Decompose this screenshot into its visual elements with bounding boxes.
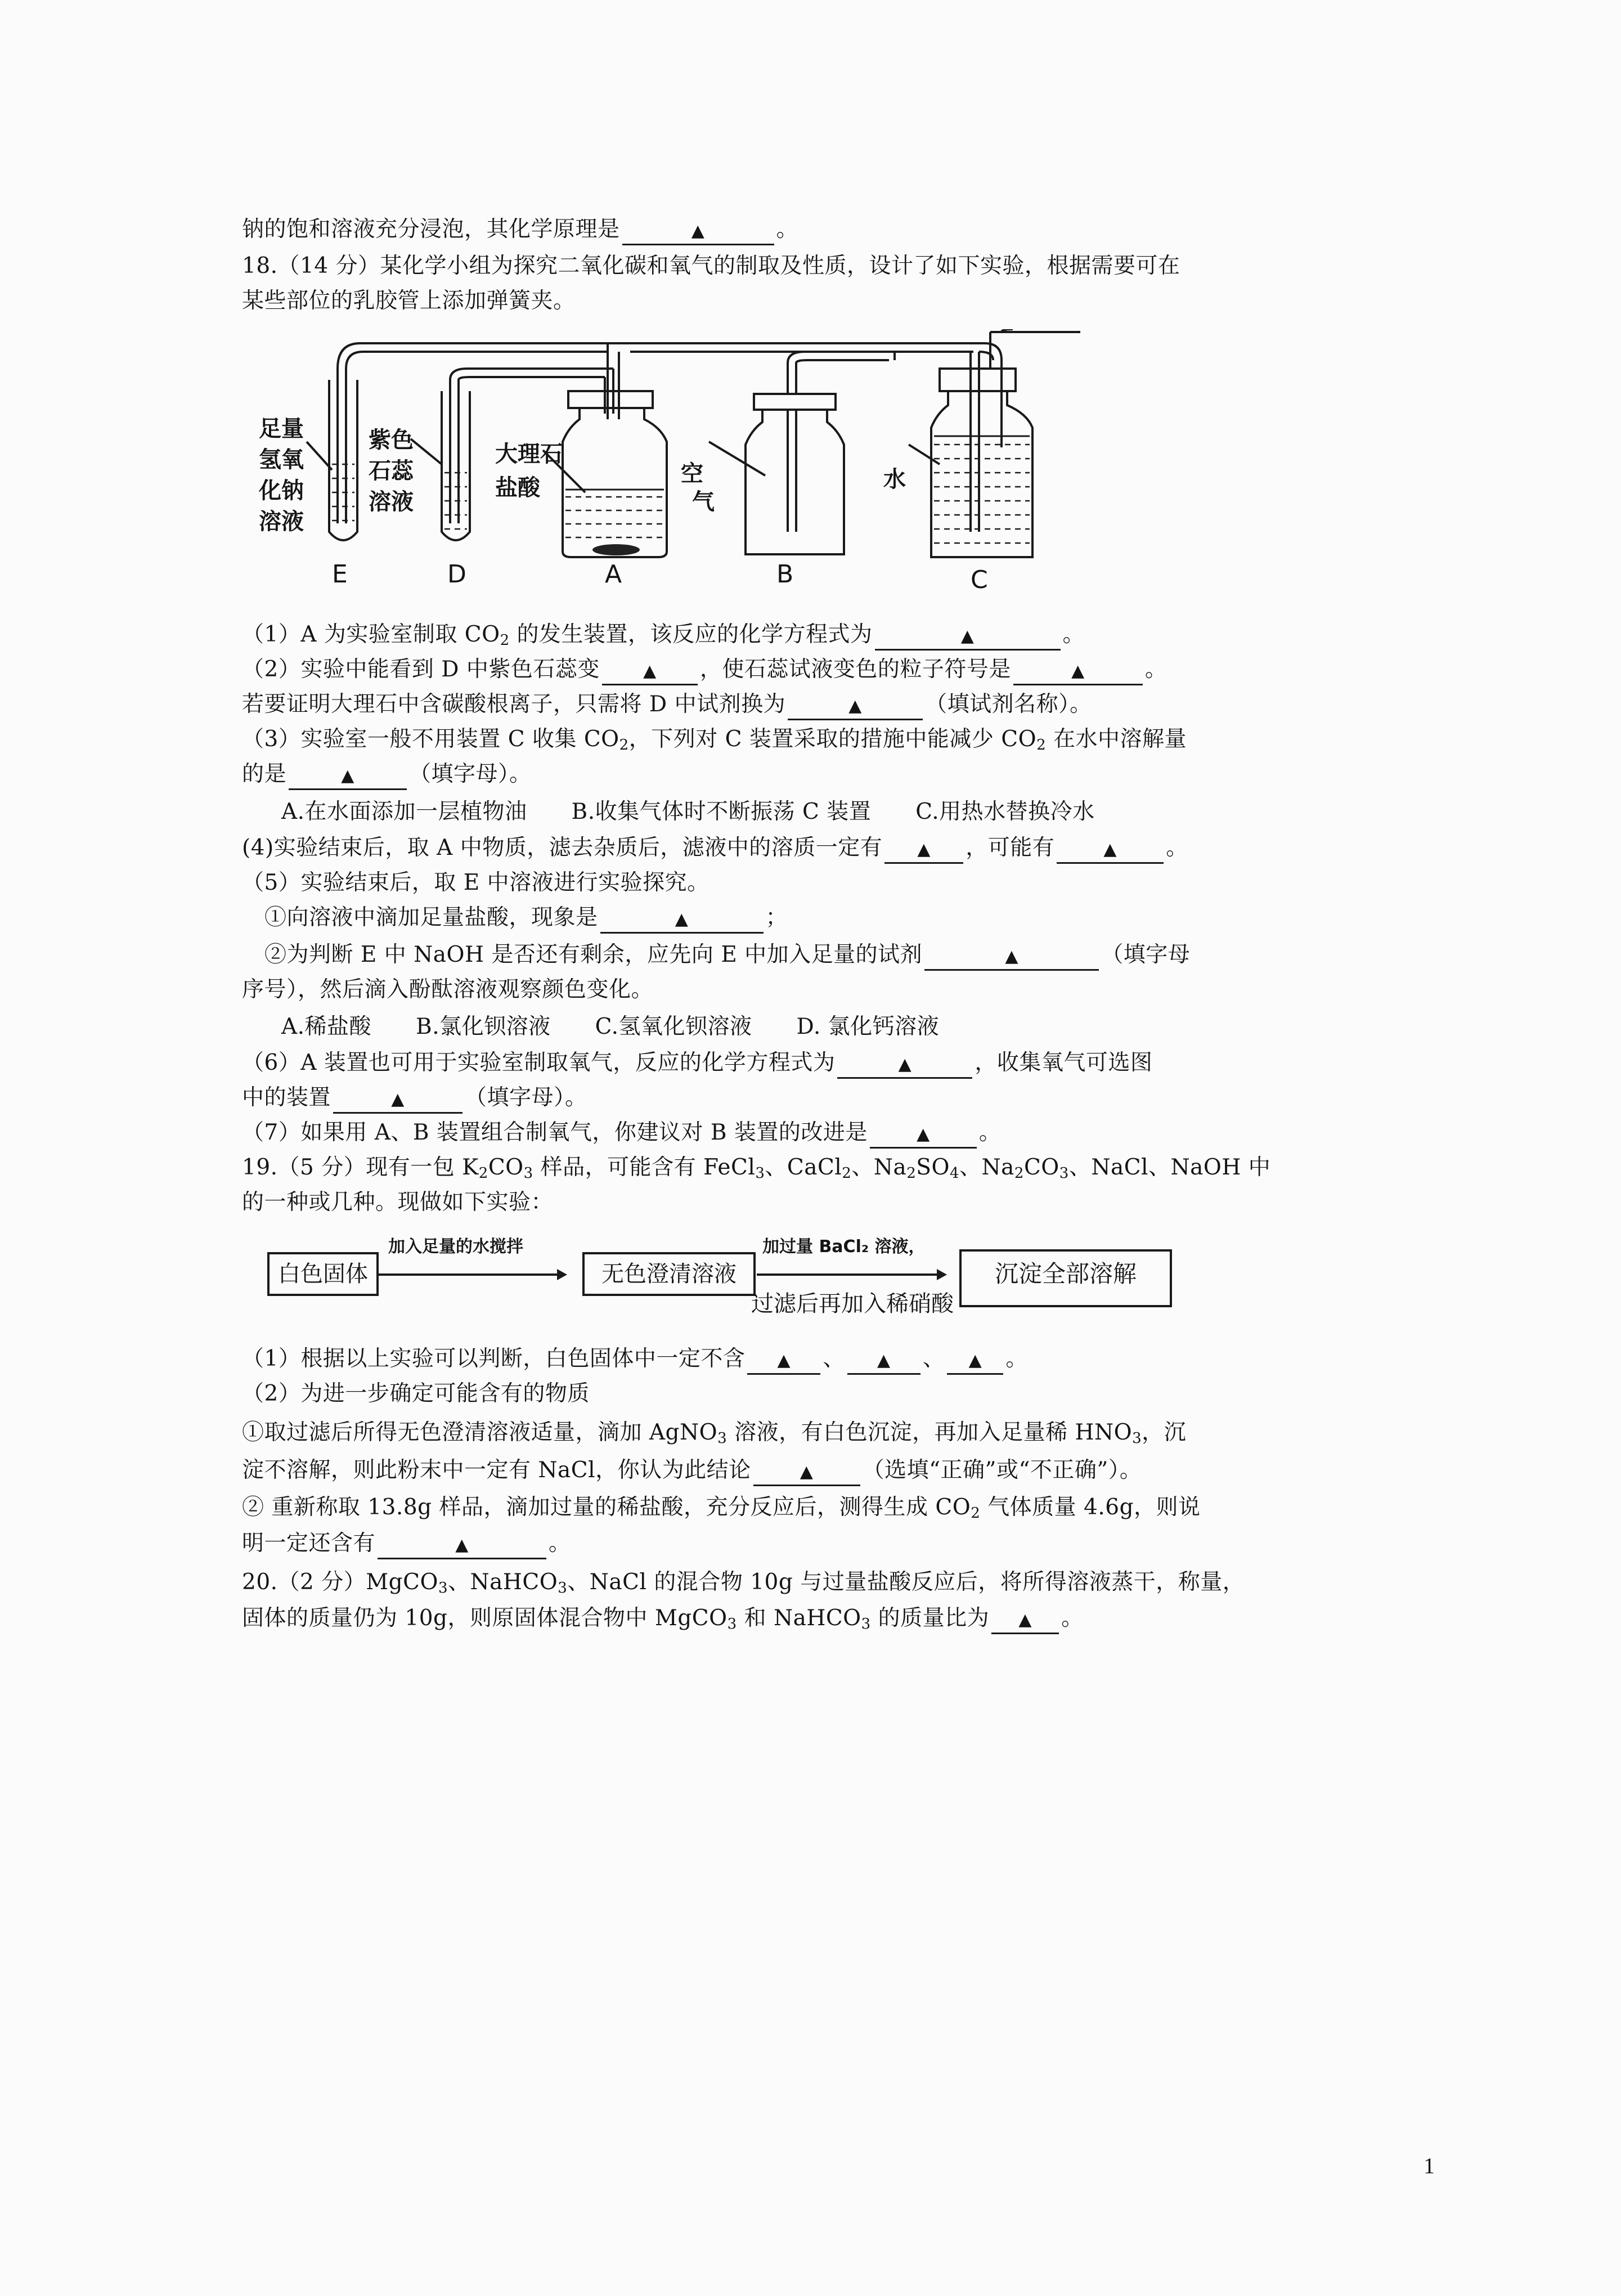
answer-blank[interactable]: [847, 1347, 920, 1375]
letter-B: B: [776, 560, 794, 589]
bottle-B: [746, 410, 844, 554]
bottle-A: [563, 408, 667, 557]
text: ② 重新称取 13.8g 样品，滴加过量的稀盐酸，充分反应后，测得生成 CO: [242, 1495, 971, 1520]
text: 沉淀全部溶解: [994, 1260, 1137, 1288]
text: 白色固体: [278, 1261, 368, 1287]
subscript: 3: [558, 1580, 568, 1597]
answer-blank[interactable]: [947, 1347, 1003, 1375]
triangle-mark: ▲: [1018, 1610, 1032, 1630]
label-B-1: 空: [681, 461, 703, 487]
text: 溶液，有白色沉淀，再加入足量稀 HNO: [727, 1420, 1133, 1445]
text: 18.（14 分）某化学小组为探究二氧化碳和氧气的制取及性质，设计了如下实验，根据需要可在: [242, 253, 1180, 279]
text-line: [242, 1345, 1243, 1375]
text: （1）A 为实验室制取 CO: [242, 622, 500, 647]
subscript: 2: [842, 1165, 852, 1182]
text: ，可能有: [966, 835, 1055, 860]
text-line: [242, 1049, 1243, 1079]
text: 。: [1166, 835, 1188, 860]
label-D-1: 紫色: [369, 427, 414, 453]
text-line: [264, 941, 1266, 971]
text: （选填“正确”或“不正确”）。: [862, 1458, 1142, 1483]
text: ，收集氧气可选图: [975, 1050, 1153, 1075]
flow-label-2-top: [762, 1232, 925, 1257]
text-line: [242, 287, 1243, 315]
text: 。: [549, 1531, 571, 1556]
subscript: 2: [1036, 737, 1047, 754]
text: 在水中溶解量: [1046, 727, 1187, 752]
question-20-title: [242, 1568, 1243, 1597]
text: 若要证明大理石中含碳酸根离子，只需将 D 中试剂换为: [242, 692, 786, 717]
triangle-mark: ▲: [960, 626, 975, 646]
text: （2）实验中能看到 D 中紫色石蕊变: [242, 657, 600, 682]
triangle-mark: ▲: [917, 1124, 930, 1144]
text-line: [242, 725, 1243, 754]
triangle-mark: ▲: [1071, 661, 1085, 681]
label-E-3: 化钠: [259, 478, 304, 504]
letter-C: C: [971, 566, 988, 594]
text: 。: [776, 217, 799, 242]
subscript: 3: [1132, 1430, 1142, 1447]
text-line: [242, 869, 1243, 897]
text: 、: [823, 1346, 845, 1371]
triangle-mark: ▲: [691, 221, 705, 241]
text-line: [242, 1084, 1243, 1114]
text: ，下列对 C 装置采取的措施中能减少 CO: [628, 727, 1037, 752]
options-line: [281, 798, 1283, 826]
text: A.在水面添加一层植物油 B.收集气体时不断振荡 C 装置 C.用热水替换冷水: [281, 799, 1095, 824]
text: CO: [1023, 1155, 1059, 1180]
subscript: 3: [438, 1580, 448, 1597]
arrow-2: [757, 1266, 948, 1283]
text-line: [242, 1189, 1243, 1217]
text: 中的装置: [242, 1085, 331, 1110]
text: 。: [1062, 622, 1085, 647]
text-line: [242, 1456, 1243, 1486]
text: 钠的饱和溶液充分浸泡，其化学原理是: [242, 217, 620, 242]
triangle-mark: ▲: [917, 840, 931, 859]
label-E-4: 溶液: [259, 509, 304, 535]
text: （1）根据以上实验可以判断，白色固体中一定不含: [242, 1346, 746, 1371]
text-line: [242, 216, 1243, 245]
triangle-mark: ▲: [675, 909, 689, 929]
answer-blank[interactable]: [875, 622, 1061, 651]
subscript: 2: [500, 632, 510, 649]
text-line: [242, 834, 1243, 864]
page-number: 1: [1424, 2153, 1435, 2178]
text: 加过量 BaCl₂ 溶液，: [762, 1237, 926, 1257]
triangle-mark: ▲: [968, 1351, 982, 1370]
stopper-B: [754, 394, 836, 410]
text-line: [242, 1119, 1243, 1149]
text: 。: [978, 1120, 1002, 1145]
answer-blank[interactable]: [991, 1606, 1059, 1634]
subscript: 3: [861, 1616, 871, 1633]
text: （2）为进一步确定可能含有的物质: [242, 1381, 590, 1406]
label-B-2: 气: [692, 489, 715, 515]
subscript: 3: [755, 1165, 765, 1182]
text: （填字母）。: [465, 1085, 587, 1110]
answer-blank[interactable]: [333, 1086, 462, 1114]
leader-D: [411, 439, 442, 464]
leader-B: [709, 442, 765, 476]
subscript: 2: [906, 1165, 917, 1182]
text: ；: [765, 905, 788, 930]
answer-blank[interactable]: [289, 762, 407, 790]
answer-blank[interactable]: [600, 905, 764, 934]
triangle-mark: ▲: [341, 766, 354, 786]
text: （填字母: [1101, 942, 1191, 967]
triangle-mark: ▲: [391, 1089, 405, 1109]
letter-D: D: [447, 560, 466, 589]
text-line: [242, 1380, 1243, 1408]
label-D-2: 石蕊: [369, 458, 414, 484]
text: ①取过滤后所得无色澄清溶液适量，滴加 AgNO: [242, 1420, 718, 1445]
answer-blank[interactable]: [622, 217, 774, 245]
text-line: [242, 1494, 1243, 1522]
flow-box-3: [959, 1249, 1172, 1307]
label-A-1: 大理石: [495, 441, 563, 467]
text-line: [242, 1530, 1243, 1559]
text-line: [242, 760, 1243, 790]
letter-A: A: [605, 560, 622, 589]
text: 序号），然后滴入酚酞溶液观察颜色变化。: [242, 977, 654, 1002]
text: 无色澄清溶液: [601, 1261, 737, 1287]
text: 。: [1061, 1606, 1084, 1631]
text: 的发生装置，该反应的化学方程式为: [509, 622, 873, 647]
apparatus-diagram: [248, 329, 1092, 605]
stopper-A: [568, 391, 653, 408]
flow-label-2-bottom: [751, 1286, 954, 1318]
options-line: [281, 1013, 1283, 1041]
text: 的一种或几种。现做如下实验：: [242, 1190, 554, 1215]
subscript: 2: [478, 1165, 488, 1182]
subscript: 2: [1014, 1165, 1024, 1182]
text-line: [242, 1604, 1243, 1634]
test-tube-D: [442, 391, 470, 540]
flow-label-1: [388, 1232, 523, 1257]
text: 样品，可能含有 FeCl: [533, 1155, 756, 1180]
text: 的质量比为: [870, 1606, 990, 1631]
text: SO: [916, 1155, 950, 1180]
leader-C: [909, 445, 940, 464]
subscript: 3: [523, 1165, 533, 1182]
subscript: 2: [619, 737, 629, 754]
text: 淀不溶解，则此粉末中一定有 NaCl，你认为此结论: [242, 1458, 751, 1483]
text: CO: [488, 1155, 524, 1180]
arrow-1: [377, 1266, 568, 1283]
triangle-mark: ▲: [1005, 947, 1018, 966]
text: 的是: [242, 761, 287, 787]
triangle-mark: ▲: [800, 1462, 814, 1482]
text-line: [242, 976, 1243, 1004]
question-18-title: [242, 252, 1243, 280]
text: 19.（5 分）现有一包 K: [242, 1155, 479, 1180]
text: 。: [1005, 1346, 1028, 1371]
text: 固体的质量仍为 10g，则原固体混合物中 MgCO: [242, 1606, 728, 1631]
text: 、NaCl、NaOH 中: [1068, 1155, 1271, 1180]
answer-blank[interactable]: [378, 1531, 546, 1559]
text: ，使石蕊试液变色的粒子符号是: [699, 657, 1011, 682]
flow-box-1: [267, 1252, 379, 1296]
stopper-C: [940, 369, 1016, 391]
answer-blank[interactable]: [1013, 657, 1143, 685]
flow-box-2: [582, 1252, 756, 1296]
answer-blank[interactable]: [870, 1120, 977, 1149]
letter-E: E: [332, 560, 348, 589]
text-line: [242, 656, 1243, 685]
text: 、: [922, 1346, 945, 1371]
text: 、NaHCO: [448, 1569, 558, 1595]
triangle-mark: ▲: [643, 661, 657, 681]
text: 、Na: [959, 1155, 1014, 1180]
label-E-1: 足量: [259, 416, 304, 442]
subscript: 4: [949, 1165, 960, 1182]
triangle-mark: ▲: [898, 1055, 912, 1074]
triangle-mark: ▲: [1103, 840, 1117, 859]
answer-blank[interactable]: [788, 692, 923, 720]
text: 、NaCl 的混合物 10g 与过量盐酸反应后，将所得溶液蒸干，称量，: [567, 1569, 1245, 1595]
triangle-mark: ▲: [848, 696, 862, 716]
text-line: [242, 690, 1243, 720]
label-C: 水: [883, 467, 906, 492]
text: 、Na: [851, 1155, 907, 1180]
answer-blank[interactable]: [837, 1051, 972, 1079]
pipe-E-A: [338, 343, 619, 369]
answer-blank[interactable]: [924, 943, 1099, 971]
text: 某些部位的乳胶管上添加弹簧夹。: [242, 288, 576, 313]
text: （7）如果用 A、B 装置组合制氧气，你建议对 B 装置的改进是: [242, 1120, 868, 1145]
text: 20.（2 分）MgCO: [242, 1569, 438, 1595]
text: 。: [1144, 657, 1168, 682]
answer-blank[interactable]: [1057, 836, 1164, 864]
triangle-mark: ▲: [877, 1351, 891, 1370]
text: 、CaCl: [765, 1155, 842, 1180]
text: （5）实验结束后，取 E 中溶液进行实验探究。: [242, 870, 710, 895]
text-line: [242, 1419, 1243, 1447]
question-19-title: [242, 1154, 1271, 1182]
answer-blank[interactable]: [753, 1458, 860, 1486]
label-E-2: 氢氧: [259, 447, 304, 473]
text-line: [264, 904, 1266, 934]
test-tube-E: [329, 380, 357, 540]
text: 气体质量 4.6g，则说: [980, 1495, 1201, 1520]
subscript: 3: [1059, 1165, 1069, 1182]
text: 明一定还含有: [242, 1531, 376, 1556]
text: A.稀盐酸 B.氯化钡溶液 C.氢氧化钡溶液 D. 氯化钙溶液: [281, 1014, 940, 1039]
text: 和 NaHCO: [737, 1606, 861, 1631]
text: (4)实验结束后，取 A 中物质，滤去杂质后，滤液中的溶质一定有: [242, 835, 883, 860]
text: 过滤后再加入稀硝酸: [751, 1291, 954, 1317]
text: （填字母）。: [409, 761, 532, 787]
subscript: 3: [727, 1616, 737, 1633]
text: （3）实验室一般不用装置 C 收集 CO: [242, 727, 619, 752]
text: ②为判断 E 中 NaOH 是否还有剩余，应先向 E 中加入足量的试剂: [264, 942, 923, 967]
bottle-C: [931, 391, 1032, 557]
marble-chips: [592, 544, 640, 555]
subscript: 3: [717, 1430, 728, 1447]
subscript: 2: [971, 1505, 981, 1522]
triangle-mark: ▲: [455, 1535, 469, 1555]
text: ，沉: [1142, 1420, 1187, 1445]
flow-diagram: [267, 1232, 1190, 1328]
triangle-mark: ▲: [777, 1351, 791, 1370]
answer-blank[interactable]: [747, 1347, 820, 1375]
answer-blank[interactable]: [884, 836, 963, 864]
label-A-2: 盐酸: [495, 475, 540, 501]
text-line: [242, 621, 1243, 651]
label-D-3: 溶液: [369, 489, 414, 515]
text: 加入足量的水搅拌: [388, 1237, 523, 1257]
text: （填试剂名称）。: [925, 692, 1092, 717]
text: （6）A 装置也可用于实验室制取氧气，反应的化学方程式为: [242, 1050, 836, 1075]
answer-blank[interactable]: [602, 657, 698, 685]
text: ①向溶液中滴加足量盐酸，现象是: [264, 905, 598, 930]
